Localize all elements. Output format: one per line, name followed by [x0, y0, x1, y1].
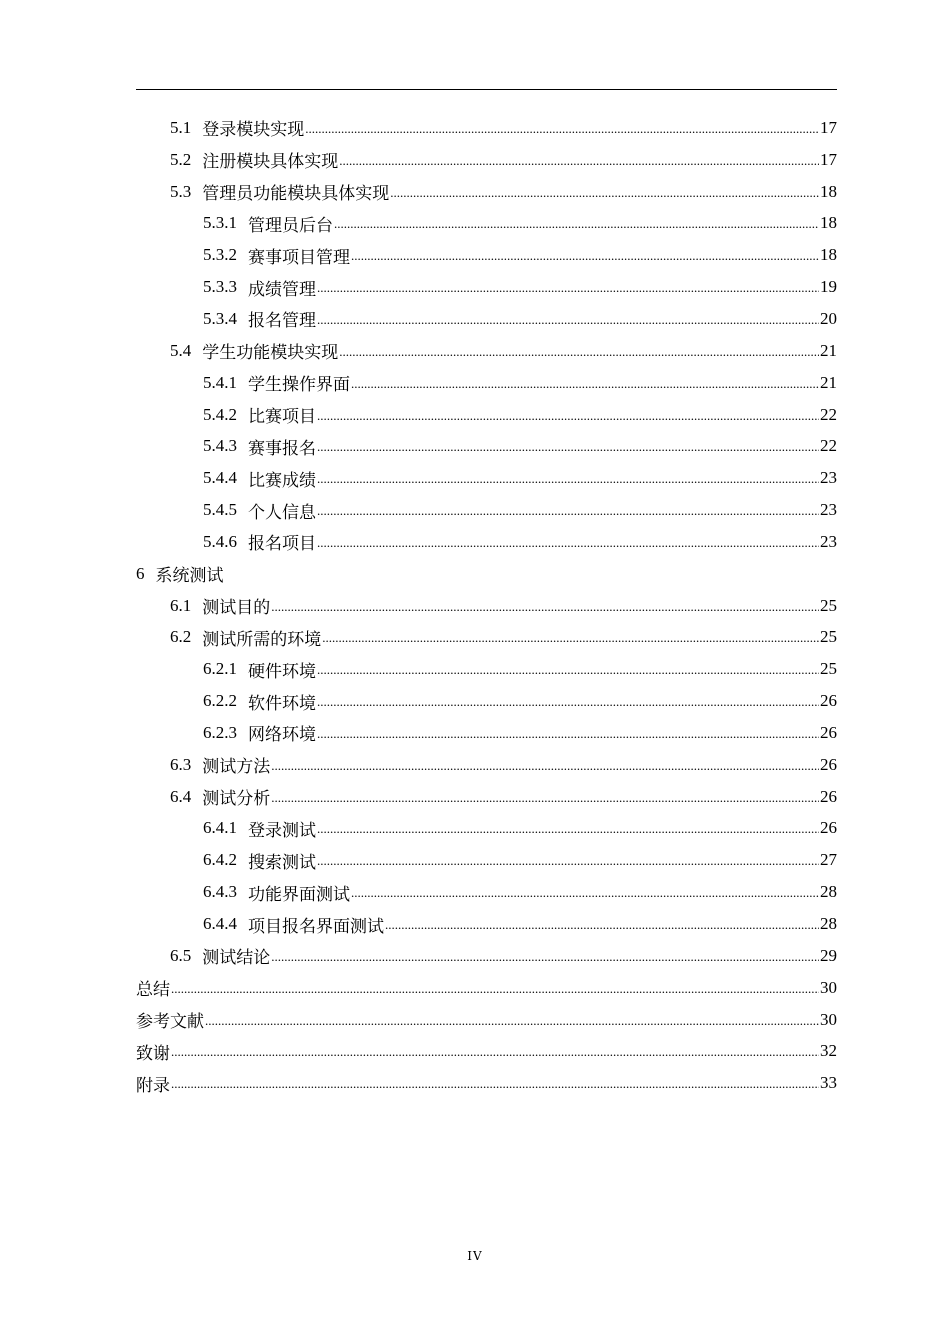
toc-entry-title: 搜索测试	[248, 852, 316, 872]
toc-entry-number: 6.2.3	[203, 722, 237, 742]
toc-entry-title: 赛事报名	[248, 438, 316, 458]
toc-entry-title: 系统测试	[155, 566, 224, 586]
toc-entry-number: 6.4.2	[203, 850, 237, 870]
dot-leader	[317, 277, 819, 297]
toc-entry[interactable]	[136, 494, 837, 526]
toc-entry[interactable]	[136, 844, 837, 876]
toc-entry-number: 6.4.1	[203, 818, 237, 838]
toc-entry[interactable]	[136, 876, 837, 908]
toc-entry-number: 5.3	[170, 181, 192, 201]
toc-entry-page: 17	[820, 149, 837, 169]
toc-entry-page: 26	[820, 786, 837, 806]
toc-entry[interactable]	[136, 112, 837, 144]
toc-entry[interactable]	[136, 1067, 837, 1099]
toc-entry-title: 测试分析	[202, 789, 271, 809]
toc-entry-page: 18	[820, 181, 837, 201]
toc-entry-number: 6.4	[170, 786, 192, 806]
toc-entry-number: 5.4.3	[203, 436, 237, 456]
toc-entry-number: 6.4.4	[203, 914, 237, 934]
toc-entry-page: 29	[820, 945, 837, 965]
header-rule	[136, 89, 837, 90]
dot-leader	[271, 755, 819, 775]
toc-entry-number: 6.2.1	[203, 659, 237, 679]
dot-leader	[317, 405, 819, 425]
toc-entry[interactable]	[136, 622, 837, 654]
dot-leader	[171, 1041, 819, 1061]
toc-entry-number: 6	[136, 563, 145, 583]
toc-entry[interactable]	[136, 271, 837, 303]
toc-entry-title: 学生功能模块实现	[202, 343, 339, 363]
toc-entry-title: 测试所需的环境	[202, 629, 322, 649]
toc-entry-number: 5.4.4	[203, 468, 237, 488]
toc-entry-number: 5.4.1	[203, 372, 237, 392]
toc-entry-title: 个人信息	[248, 502, 316, 522]
toc-entry-title: 测试方法	[202, 757, 271, 777]
toc-entry-title: 赛事项目管理	[248, 247, 350, 267]
table-of-contents	[136, 112, 837, 1099]
toc-entry-page: 22	[820, 404, 837, 424]
toc-entry-page: 26	[820, 722, 837, 742]
dot-leader	[171, 978, 819, 998]
toc-entry-title: 报名管理	[248, 311, 316, 331]
toc-entry[interactable]	[136, 749, 837, 781]
dot-leader	[339, 341, 819, 361]
dot-leader	[317, 500, 819, 520]
dot-leader	[351, 373, 819, 393]
dot-leader	[317, 436, 819, 456]
toc-entry-page: 28	[820, 882, 837, 902]
toc-entry-page: 32	[820, 1041, 837, 1061]
toc-entry[interactable]	[136, 526, 837, 558]
toc-entry-number: 5.2	[170, 149, 192, 169]
toc-entry-title: 测试结论	[202, 948, 271, 968]
toc-entry-title: 注册模块具体实现	[202, 152, 339, 172]
toc-entry[interactable]	[136, 813, 837, 845]
toc-entry-page: 21	[820, 372, 837, 392]
toc-entry-page: 26	[820, 754, 837, 774]
toc-entry-page: 21	[820, 340, 837, 360]
toc-entry-page: 28	[820, 914, 837, 934]
toc-entry-page: 26	[820, 691, 837, 711]
dot-leader	[171, 1073, 819, 1093]
toc-entry[interactable]	[136, 685, 837, 717]
toc-entry-title: 软件环境	[248, 693, 316, 713]
toc-entry[interactable]	[136, 908, 837, 940]
toc-entry-page: 18	[820, 245, 837, 265]
toc-entry-page: 18	[820, 213, 837, 233]
toc-entry-title: 项目报名界面测试	[248, 916, 384, 936]
dot-leader	[351, 882, 819, 902]
toc-entry-page: 23	[820, 468, 837, 488]
toc-entry-page: 25	[820, 627, 837, 647]
toc-entry-title: 学生操作界面	[248, 375, 350, 395]
toc-entry-page: 23	[820, 531, 837, 551]
toc-entry-title: 功能界面测试	[248, 884, 350, 904]
toc-entry[interactable]	[136, 176, 837, 208]
toc-entry[interactable]	[136, 717, 837, 749]
toc-entry[interactable]	[136, 972, 837, 1004]
toc-entry-number: 5.4.6	[203, 531, 237, 551]
toc-entry-page: 27	[820, 850, 837, 870]
page-number-footer: IV	[467, 1249, 483, 1263]
dot-leader	[305, 118, 819, 138]
toc-entry[interactable]	[136, 335, 837, 367]
toc-entry-title: 总结	[136, 980, 170, 1000]
toc-entry-number: 5.4.5	[203, 500, 237, 520]
dot-leader	[317, 850, 819, 870]
toc-entry-page: 30	[820, 1009, 837, 1029]
toc-entry-title: 报名项目	[248, 534, 316, 554]
toc-entry-title: 参考文献	[136, 1012, 204, 1032]
toc-entry-title: 致谢	[136, 1043, 170, 1063]
toc-entry-page: 23	[820, 500, 837, 520]
toc-entry-title: 比赛项目	[248, 407, 316, 427]
toc-entry[interactable]	[136, 239, 837, 271]
toc-entry[interactable]	[136, 653, 837, 685]
toc-entry-title: 测试目的	[202, 598, 271, 618]
toc-entry[interactable]	[136, 781, 837, 813]
toc-entry-page: 17	[820, 117, 837, 137]
toc-entry-number: 5.3.1	[203, 213, 237, 233]
toc-entry[interactable]	[136, 430, 837, 462]
toc-entry-page: 33	[820, 1073, 837, 1093]
dot-leader	[351, 245, 819, 265]
toc-entry-number: 5.3.2	[203, 245, 237, 265]
toc-entry[interactable]	[136, 1004, 837, 1036]
dot-leader	[334, 213, 819, 233]
dot-leader	[317, 723, 819, 743]
toc-entry[interactable]	[136, 462, 837, 494]
toc-entry-number: 5.3.3	[203, 277, 237, 297]
toc-entry-page: 20	[820, 308, 837, 328]
toc-entry-title: 附录	[136, 1075, 170, 1095]
toc-entry-title: 比赛成绩	[248, 470, 316, 490]
toc-entry-title: 网络环境	[248, 725, 316, 745]
toc-entry-number: 5.4.2	[203, 404, 237, 424]
toc-entry[interactable]	[136, 144, 837, 176]
dot-leader	[385, 914, 819, 934]
toc-entry-page: 30	[820, 977, 837, 997]
toc-entry[interactable]	[136, 367, 837, 399]
toc-entry-title: 登录测试	[248, 820, 316, 840]
dot-leader	[317, 468, 819, 488]
toc-entry-number: 5.4	[170, 340, 192, 360]
toc-entry-number: 5.1	[170, 117, 192, 137]
dot-leader	[271, 596, 819, 616]
toc-entry[interactable]	[136, 940, 837, 972]
dot-leader	[317, 818, 819, 838]
toc-entry[interactable]	[136, 558, 837, 590]
dot-leader	[205, 1010, 819, 1030]
dot-leader	[317, 532, 819, 552]
toc-entry-title: 硬件环境	[248, 661, 316, 681]
toc-entry-page: 22	[820, 436, 837, 456]
toc-entry-title: 成绩管理	[248, 279, 316, 299]
dot-leader	[271, 946, 819, 966]
toc-entry-page: 25	[820, 595, 837, 615]
toc-entry-title: 登录模块实现	[202, 120, 305, 140]
dot-leader	[339, 150, 819, 170]
dot-leader	[322, 627, 819, 647]
toc-entry-number: 5.3.4	[203, 308, 237, 328]
dot-leader	[317, 309, 819, 329]
toc-entry-number: 6.3	[170, 754, 192, 774]
toc-entry-page: 25	[820, 659, 837, 679]
toc-entry[interactable]	[136, 1035, 837, 1067]
dot-leader	[271, 787, 819, 807]
dot-leader	[390, 182, 819, 202]
toc-entry[interactable]	[136, 208, 837, 240]
dot-leader	[317, 659, 819, 679]
toc-entry-number: 6.1	[170, 595, 192, 615]
toc-entry-title: 管理员功能模块具体实现	[202, 184, 390, 204]
dot-leader	[317, 691, 819, 711]
toc-entry-number: 6.2.2	[203, 691, 237, 711]
toc-entry[interactable]	[136, 303, 837, 335]
toc-entry-page: 26	[820, 818, 837, 838]
toc-entry-number: 6.2	[170, 627, 192, 647]
toc-entry[interactable]	[136, 399, 837, 431]
toc-entry-title: 管理员后台	[248, 215, 333, 235]
toc-entry-page: 19	[820, 277, 837, 297]
toc-entry[interactable]	[136, 590, 837, 622]
toc-entry-number: 6.5	[170, 945, 192, 965]
toc-entry-number: 6.4.3	[203, 882, 237, 902]
